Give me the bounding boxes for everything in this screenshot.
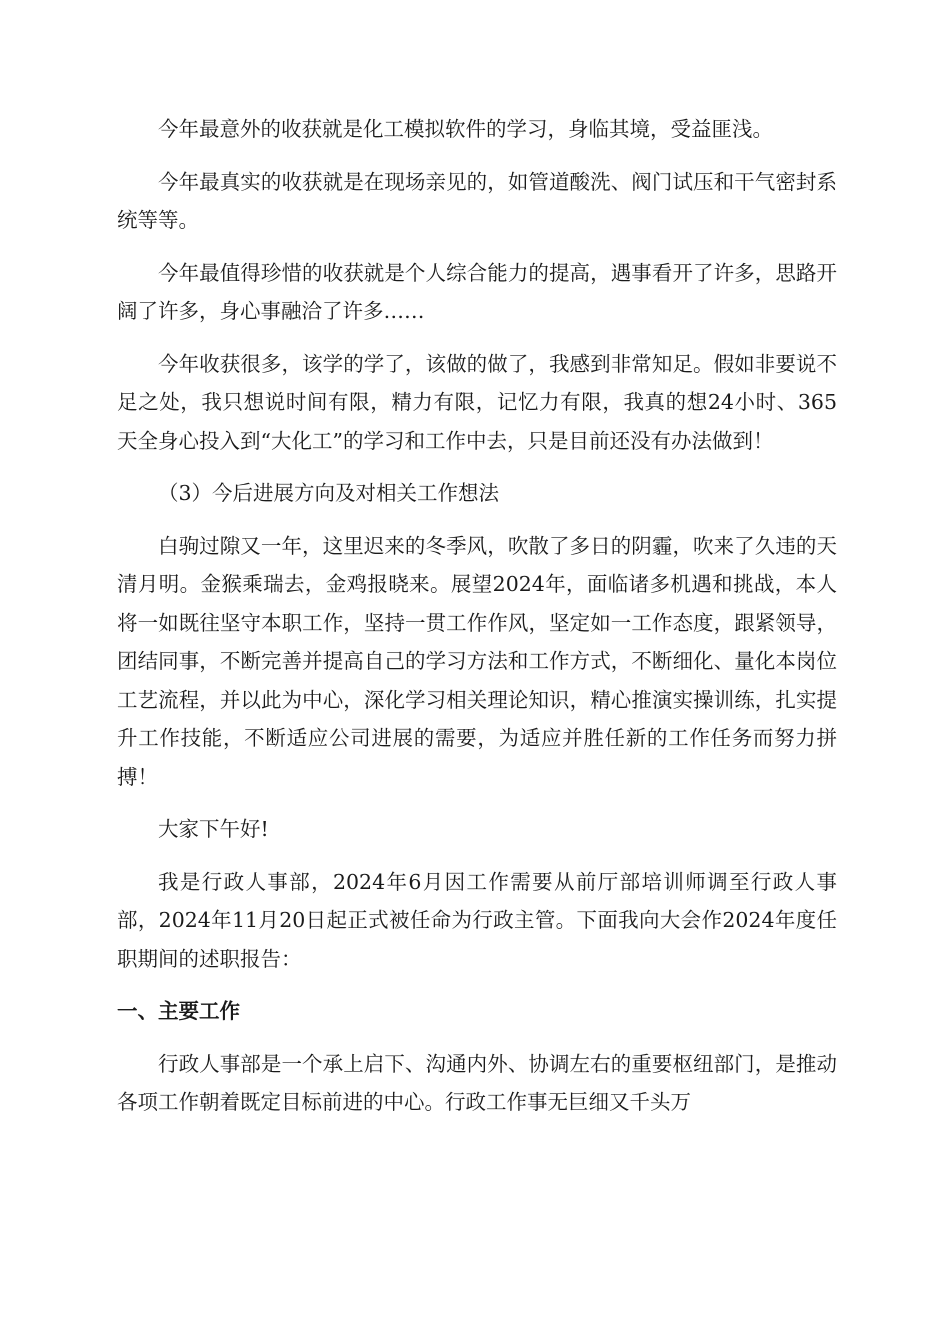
paragraph-harvest-simulation: 今年最意外的收获就是化工模拟软件的学习，身临其境，受益匪浅。	[158, 117, 773, 141]
paragraph-harvest-onsite: 今年最真实的收获就是在现场亲见的，如管道酸洗、阀门试压和干气密封系统等等。	[117, 169, 837, 232]
paragraph-harvest-summary: 今年收获很多，该学的学了，该做的做了，我感到非常知足。假如非要说不足之处，我只想说时间有限，精力有限，记忆力有限，我真的想24小时、365天全身心投入到“大化工”的学习和工作中去，只是目前还没有办法做到！	[117, 351, 837, 453]
paragraph-introduction: 我是行政人事部，2024年6月因工作需要从前厅部培训师调至行政人事部，2024年11月20日起正式被任命为行政主管。下面我向大会作2024年度任职期间的述职报告：	[117, 869, 837, 971]
document-body	[117, 110, 837, 1136]
paragraph-harvest-ability: 今年最值得珍惜的收获就是个人综合能力的提高，遇事看开了许多，思路开阔了许多，身心事融洽了许多……	[117, 260, 837, 323]
paragraph-greeting: 大家下午好!	[158, 817, 269, 841]
paragraph-outlook: 白驹过隙又一年，这里迟来的冬季风，吹散了多日的阴霾，吹来了久违的天清月明。金猴乘瑞去，金鸡报晓来。展望2024年，面临诸多机遇和挑战，本人将一如既往坚守本职工作，坚持一贯工作作风，坚定如一工作态度，跟紧领导，团结同事，不断完善并提高自己的学习方法和工作方式，不断细化、量化本岗位工艺流程，并以此为中心，深化学习相关理论知识，精心推演实操训练，扎实提升工作技能，不断适应公司进展的需要，为适应并胜任新的工作任务而努力拼搏！	[117, 533, 837, 789]
section-subheading: （3）今后进展方向及对相关工作想法	[158, 481, 500, 505]
section-heading: 一、主要工作	[117, 999, 240, 1023]
paragraph-main-work: 行政人事部是一个承上启下、沟通内外、协调左右的重要枢纽部门，是推动各项工作朝着既定目标前进的中心。行政工作事无巨细又千头万	[117, 1051, 837, 1114]
